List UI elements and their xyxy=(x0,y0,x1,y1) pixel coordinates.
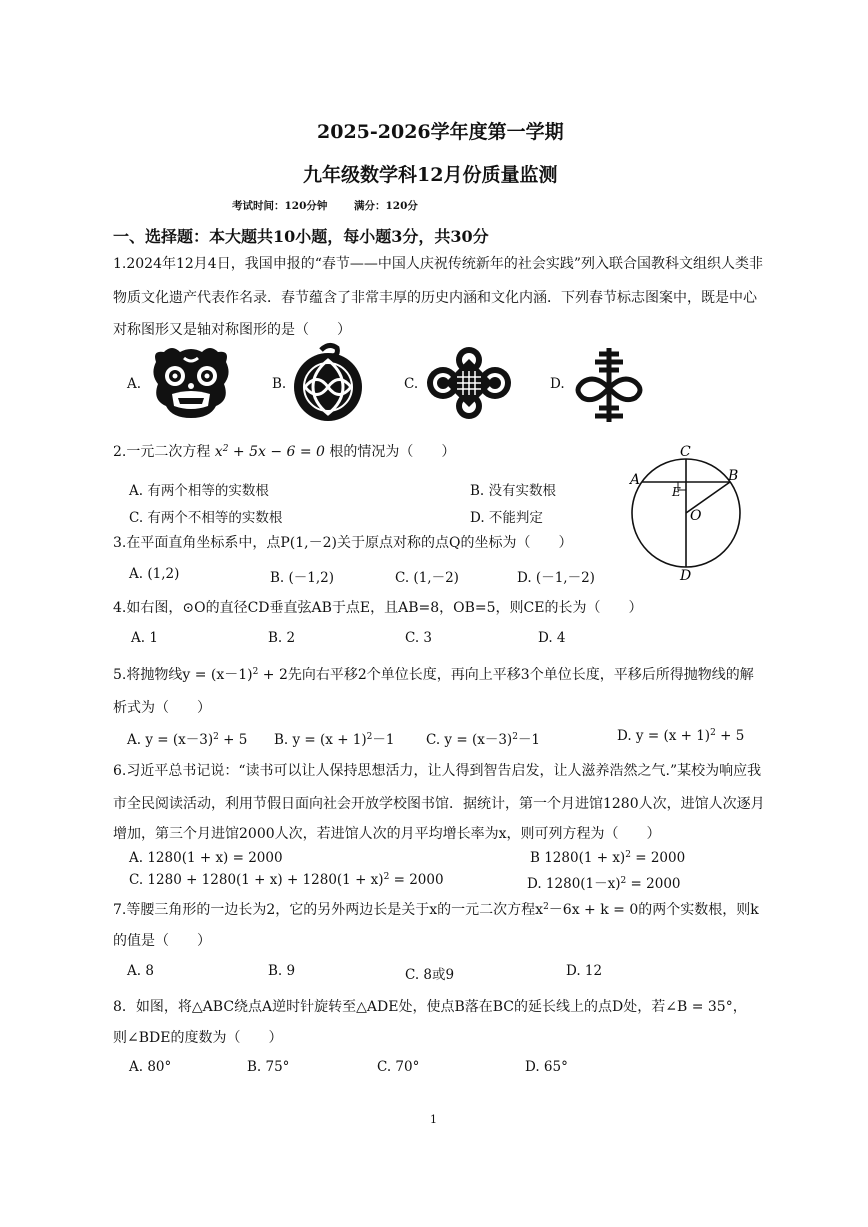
question-6-line1: 6.习近平总书记说：“读书可以让人保持思想活力，让人得到智告启发，让人滋养浩然之气.”某校为响应我 xyxy=(113,763,762,779)
infinity-knot-emblem xyxy=(571,346,647,424)
q7-option-a: A. 8 xyxy=(127,963,154,979)
q4-option-a: A. 1 xyxy=(131,630,158,646)
exam-time: 考试时间：120分钟 xyxy=(232,200,328,212)
q5-line1-part1: 5.将抛物线y = (x－1) xyxy=(113,667,253,683)
q3-option-a: A. (1,2) xyxy=(129,566,180,582)
q8-option-b: B. 75° xyxy=(247,1059,290,1075)
label-c: C xyxy=(680,444,691,460)
q4-option-d: D. 4 xyxy=(538,630,566,646)
q6-option-a: A. 1280(1 + x) = 2000 xyxy=(129,850,283,866)
q5-option-c: C. $y = (x-3)^2-1$ xyxy=(426,732,541,748)
q3-option-b: B. (－1,2) xyxy=(270,570,335,586)
q8-option-d: D. 65° xyxy=(525,1059,568,1075)
exam-title-line1: 2025-2026学年度第一学期 xyxy=(317,121,564,143)
q4-option-c: C. 3 xyxy=(405,630,433,646)
exam-title-line2: 九年级数学科12月份质量监测 xyxy=(303,164,558,186)
circle-figure xyxy=(622,440,752,580)
question-6-line3: 增加，第三个月进馆2000人次，若进馆人次的月平均增长率为x，则可列方程为（ ） xyxy=(113,826,661,842)
label-a: A xyxy=(630,472,641,488)
question-2 xyxy=(113,441,455,461)
q8-option-c: C. 70° xyxy=(377,1059,420,1075)
label-o: O xyxy=(690,508,702,524)
q1-option-d-label: D. xyxy=(550,376,565,392)
question-6-line2: 市全民阅读活动，利用节假日面向社会开放学校图书馆．据统计，第一个月进馆1280人次，进馆人次逐月 xyxy=(113,796,765,812)
q1-option-b-label: B. xyxy=(272,376,287,392)
question-7-line1: 7.等腰三角形的一边长为2，它的另外两边长是关于x的一元二次方程$x^2-6x + k = 0$的两个实数根，则k xyxy=(113,902,759,918)
q2-equation: $x^2 + 5x - 6 = 0$ xyxy=(210,444,330,460)
q5-option-d: D. $y = (x + 1)^2 + 5$ xyxy=(617,728,745,744)
question-1-line1: 1.2024年12月4日，我国申报的“春节——中国人庆祝传统新年的社会实践”列入联合国教科文组织人类非 xyxy=(113,256,764,272)
q2-suffix: 根的情况为（ ） xyxy=(329,444,456,460)
full-score: 满分：120分 xyxy=(354,200,418,212)
q2-option-c: C. 有两个不相等的实数根 xyxy=(129,510,283,526)
question-1-line2: 物质文化遗产代表作名录．春节蕴含了非常丰厚的历史内涵和文化内涵．下列春节标志图案中，既是中心 xyxy=(113,290,757,306)
question-3: 3.在平面直角坐标系中，点P(1,－2)关于原点对称的点Q的坐标为（ ） xyxy=(113,535,573,551)
q7-option-c: C. 8或9 xyxy=(405,967,455,983)
lion-head-emblem xyxy=(150,344,232,420)
q5-option-a: A. $y = (x-3)^2 + 5$ xyxy=(127,732,248,748)
q6-option-c: C. $1280 + 1280(1 + x) + 1280(1 + x)^2 = 2000$ xyxy=(129,872,444,888)
q2-option-b: B. 没有实数根 xyxy=(470,483,557,499)
question-4: 4.如右图，⊙O的直径CD垂直弦AB于点E，且AB=8，OB=5，则CE的长为（ ） xyxy=(113,600,643,616)
label-e: E xyxy=(672,485,681,499)
q6-option-b: B $1280(1 + x)^2 = 2000$ xyxy=(530,850,686,866)
label-d: D xyxy=(680,568,692,580)
label-b: B xyxy=(728,468,739,484)
q2-prefix: 2.一元二次方程 xyxy=(113,444,211,460)
q3-option-d: D. (－1,－2) xyxy=(517,570,595,586)
q3-option-c: C. (1,－2) xyxy=(395,570,459,586)
q4-option-b: B. 2 xyxy=(268,630,296,646)
q5-line1-part2: + 2先向右平移2个单位长度，再向上平移3个单位长度，平移后所得抛物线的解 xyxy=(258,667,754,683)
question-7-line2: 的值是（ ） xyxy=(113,933,211,949)
question-8-line1: 8．如图，将△ABC绕点A逆时针旋转至△ADE处，使点B落在BC的延长线上的点D处，若∠B = 35°， xyxy=(113,999,747,1015)
page-number: 1 xyxy=(430,1113,437,1126)
q1-option-c-label: C. xyxy=(404,376,419,392)
q8-option-a: A. 80° xyxy=(129,1059,172,1075)
question-5-line2: 析式为（ ） xyxy=(113,700,211,716)
q5-option-b: B. $y = (x + 1)^2-1$ xyxy=(274,732,395,748)
snake-knot-emblem xyxy=(293,342,363,424)
section-heading: 一、选择题：本大题共10小题，每小题3分，共30分 xyxy=(113,227,489,246)
question-8-line2: 则∠BDE的度数为（ ） xyxy=(113,1030,283,1046)
q7-option-b: B. 9 xyxy=(268,963,296,979)
q7-option-d: D. 12 xyxy=(566,963,603,979)
question-1-line3: 对称图形又是轴对称图形的是（ ） xyxy=(113,322,351,338)
q1-option-a-label: A. xyxy=(127,376,142,392)
chinese-knot-emblem xyxy=(426,346,512,420)
question-5-line1: 5.将抛物线$y = (x-1)^2 + 2$先向右平移2个单位长度，再向上平移3个单位长度，平移后所得抛物线的解 xyxy=(113,667,754,683)
q2-option-a: A. 有两个相等的实数根 xyxy=(129,483,269,499)
q6-option-d: D. $1280(1-x)^2 = 2000$ xyxy=(527,876,681,892)
q2-option-d: D. 不能判定 xyxy=(470,510,543,526)
